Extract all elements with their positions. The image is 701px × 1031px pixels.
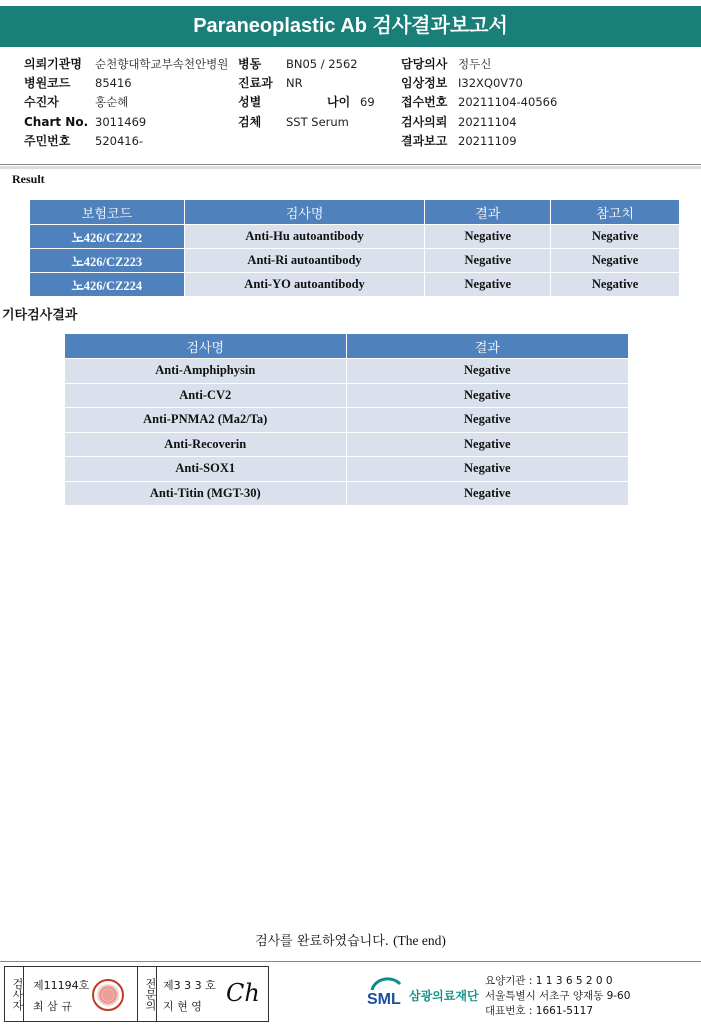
table-row [30, 273, 680, 297]
end-note [0, 930, 701, 949]
inspector-name: 최 삼 규 [33, 1000, 72, 1013]
test-name: Anti-PNMA2 (Ma2/Ta) [65, 408, 347, 433]
insurance-code: 노426/CZ222 [30, 225, 185, 249]
test-name: Anti-YO autoantibody [184, 273, 425, 297]
pathologist-name: 지 현 영 [163, 1000, 202, 1013]
test-name: Anti-CV2 [65, 383, 347, 408]
col-test-name: 검사명 [184, 200, 425, 225]
end-note-english: (The end) [393, 933, 446, 948]
test-name: Anti-Titin (MGT-30) [65, 481, 347, 506]
test-result: Negative [425, 225, 551, 249]
value-accession: 20211104-40566 [458, 95, 558, 109]
result-section-title: Result [12, 172, 45, 186]
label-ward: 병동 [238, 57, 262, 71]
result-header-row [30, 200, 680, 225]
reference-value: Negative [551, 249, 680, 273]
label-chart-no: Chart No. [24, 115, 89, 129]
label-hospital-code: 병원코드 [24, 76, 71, 90]
label-request-date: 검사의뢰 [401, 115, 448, 129]
value-request-date: 20211104 [458, 115, 517, 129]
value-age: 69 [360, 95, 375, 109]
table-row [65, 457, 629, 482]
label-report-date: 결과보고 [401, 134, 448, 148]
header-shadow [0, 166, 701, 169]
label-specimen: 검체 [238, 115, 262, 129]
sml-logo-text: SML [367, 991, 401, 1008]
value-resident-no: 520416- [95, 134, 144, 148]
table-row [30, 249, 680, 273]
inspector-label: 검사자 [5, 967, 24, 1021]
inspector-license: 제11194호 [33, 979, 90, 992]
label-department: 진료과 [238, 76, 273, 90]
footer-divider [0, 961, 701, 962]
value-clinical-info: I32XQ0V70 [458, 76, 523, 90]
reference-value: Negative [551, 273, 680, 297]
pathologist-license: 제3 3 3 호 [163, 979, 216, 992]
col-test-name: 검사명 [65, 334, 347, 359]
label-sex: 성별 [238, 95, 262, 109]
test-result: Negative [346, 432, 628, 457]
org-name: 삼광의료재단 [409, 989, 479, 1003]
table-row [65, 383, 629, 408]
col-result: 결과 [425, 200, 551, 225]
sml-logo-icon [366, 976, 406, 1012]
test-name: Anti-Hu autoantibody [184, 225, 425, 249]
org-code: 요양기관 : 1 1 3 6 5 2 0 0 [485, 975, 613, 987]
label-doctor: 담당의사 [401, 57, 448, 71]
org-address: 서울특별시 서초구 양재동 9-60 [485, 990, 631, 1002]
value-doctor: 정두신 [458, 57, 492, 71]
value-department: NR [286, 76, 303, 90]
test-name: Anti-Amphiphysin [65, 359, 347, 384]
test-name: Anti-Recoverin [65, 432, 347, 457]
table-row [65, 408, 629, 433]
value-specimen: SST Serum [286, 115, 349, 129]
table-row [30, 225, 680, 249]
value-ward: BN05 / 2562 [286, 57, 358, 71]
value-hospital-code: 85416 [95, 76, 132, 90]
org-phone: 대표번호 : 1661-5117 [485, 1005, 594, 1017]
test-name: Anti-Ri autoantibody [184, 249, 425, 273]
reference-value: Negative [551, 225, 680, 249]
signature: Ch [226, 979, 260, 1007]
value-report-date: 20211109 [458, 134, 517, 148]
end-note-korean: 검사를 완료하였습니다. [255, 934, 389, 949]
pathologist-label: 전문의 [137, 967, 157, 1021]
other-header-row [65, 334, 629, 359]
report-title: Paraneoplastic Ab 검사결과보고서 [0, 6, 701, 47]
col-reference: 참고치 [551, 200, 680, 225]
label-institution: 의뢰기관명 [24, 57, 82, 71]
label-accession: 접수번호 [401, 95, 448, 109]
other-tests-table [64, 333, 629, 506]
label-age: 나이 [327, 95, 351, 109]
test-result: Negative [346, 359, 628, 384]
test-result: Negative [346, 481, 628, 506]
test-result: Negative [346, 383, 628, 408]
test-result: Negative [346, 457, 628, 482]
value-institution: 순천향대학교부속천안병원 [95, 57, 229, 71]
table-row [65, 481, 629, 506]
test-name: Anti-SOX1 [65, 457, 347, 482]
test-result: Negative [346, 408, 628, 433]
insurance-code: 노426/CZ224 [30, 273, 185, 297]
test-result: Negative [425, 249, 551, 273]
other-tests-title: 기타검사결과 [2, 308, 78, 323]
result-table [29, 199, 680, 297]
value-patient: 홍순혜 [95, 95, 129, 109]
table-row [65, 359, 629, 384]
label-clinical-info: 임상정보 [401, 76, 448, 90]
value-chart-no: 3011469 [95, 115, 147, 129]
insurance-code: 노426/CZ223 [30, 249, 185, 273]
label-resident-no: 주민번호 [24, 134, 71, 148]
org-info [485, 974, 630, 1019]
seal-stamp-icon [92, 979, 124, 1011]
col-insurance-code: 보험코드 [30, 200, 185, 225]
test-result: Negative [425, 273, 551, 297]
label-patient: 수진자 [24, 95, 59, 109]
table-row [65, 432, 629, 457]
col-result: 결과 [346, 334, 628, 359]
header-divider [0, 164, 701, 165]
